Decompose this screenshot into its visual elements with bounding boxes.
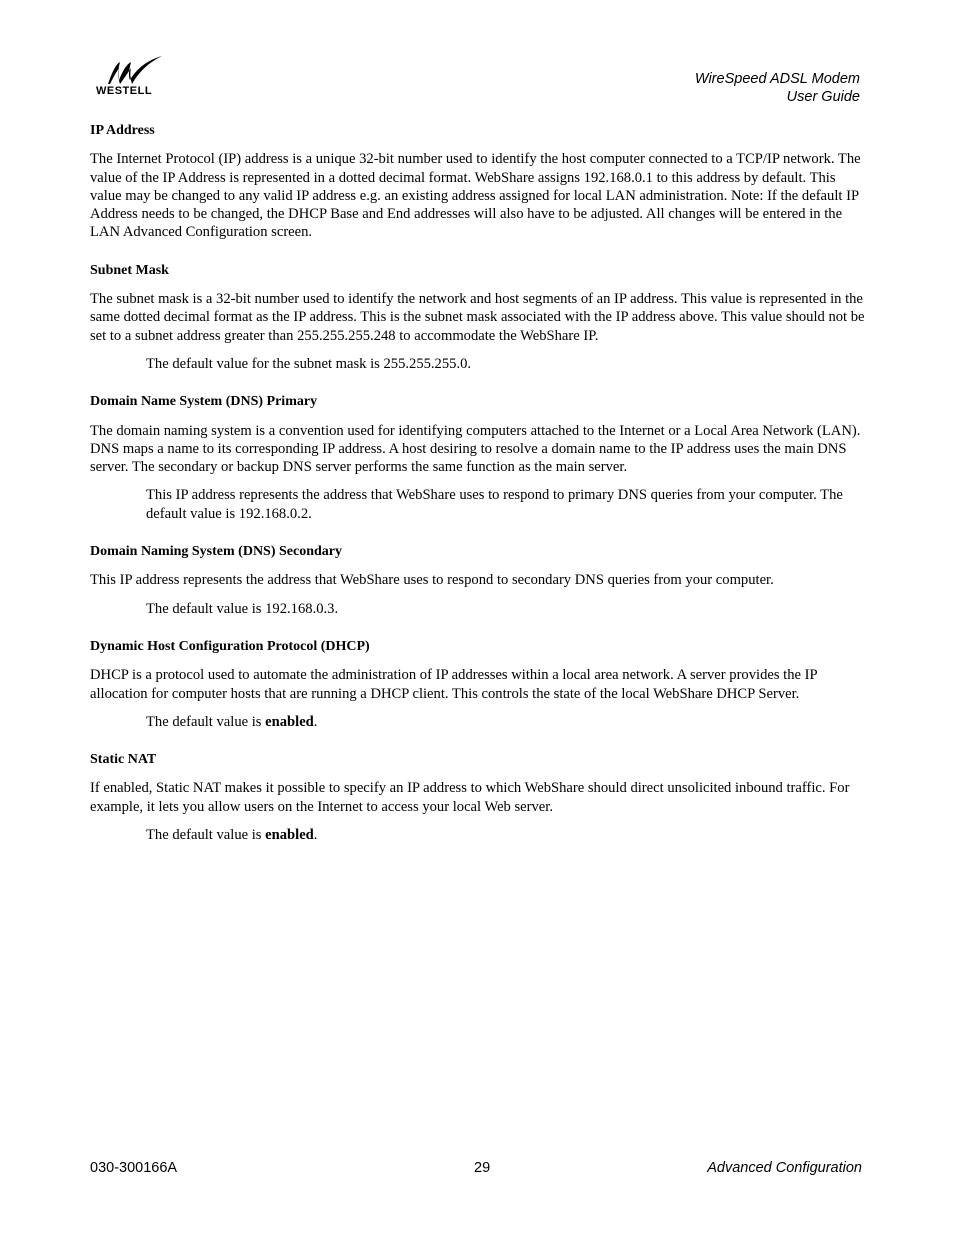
document-number: 030-300166A — [90, 1160, 178, 1176]
default-value-note: This IP address represents the address that WebShare uses to respond to primary DNS queries from your computer. The default value is 192.168.0.2. — [146, 487, 843, 522]
section-dns-secondary — [90, 543, 866, 618]
section-dhcp — [90, 638, 866, 731]
section-ip-address — [90, 122, 866, 242]
logo-wordmark: WESTELL — [96, 85, 153, 97]
section-paragraph: DHCP is a protocol used to automate the administration of IP addresses within a local area network. A server provides the IP allocation for computer hosts that are running a DHCP client. This controls the state of the local WebShare DHCP Server. — [90, 667, 818, 702]
section-paragraph: The subnet mask is a 32-bit number used to identify the network and host segments of an IP address. This value is represented in the same dotted decimal format as the IP address. This is the subnet mask associated with the IP address above. This value should not be set to a subnet address greater than 255.255.255.248 to accommodate the WebShare IP. — [90, 291, 865, 344]
default-value-note — [146, 713, 866, 731]
page-body — [90, 122, 866, 844]
westell-logo — [96, 54, 168, 98]
section-heading: Domain Naming System (DNS) Secondary — [90, 544, 342, 560]
section-static-nat — [90, 751, 866, 844]
note-suffix: . — [313, 827, 318, 844]
note-prefix: The default value is — [146, 827, 266, 844]
section-heading: IP Address — [90, 123, 155, 138]
section-dns-primary — [90, 393, 866, 523]
default-value-note: The default value is 192.168.0.3. — [146, 600, 339, 617]
section-paragraph: This IP address represents the address that WebShare uses to respond to secondary DNS queries from your computer. — [90, 572, 774, 589]
default-value-note — [146, 826, 866, 844]
document-type: User Guide — [786, 89, 860, 105]
running-footer — [90, 1160, 862, 1180]
product-name: WireSpeed ADSL Modem — [694, 71, 860, 87]
section-heading: Dynamic Host Configuration Protocol (DHCP) — [90, 638, 370, 654]
section-heading: Domain Name System (DNS) Primary — [90, 394, 318, 410]
section-heading: Subnet Mask — [90, 262, 169, 278]
section-paragraph: The domain naming system is a convention used for identifying computers attached to the Internet or a Local Area Network (LAN). DNS maps a name to its corresponding IP address. A host desiring to resolve a domain name to the IP address uses the main DNS server. The secondary or backup DNS server performs the same function as the main server. — [90, 422, 861, 476]
note-prefix: The default value is — [146, 713, 266, 730]
section-paragraph: The Internet Protocol (IP) address is a unique 32-bit number used to identify the host computer connected to a TCP/IP network. The value of the IP Address is represented in a dotted decimal format. WebShare assigns 192.168.0.1 to this address by default. This value may be changed to any valid IP address e.g. an existing address assigned for local LAN administration. Note: If the default IP Address needs to be changed, the DHCP Base and End addresses will also have to be adjusted. All changes will be entered in the LAN Advanced Configuration screen. — [90, 151, 861, 241]
default-value-note: The default value for the subnet mask is 255.255.255.0. — [146, 355, 472, 372]
note-value: enabled — [265, 827, 314, 844]
note-suffix: . — [313, 713, 318, 730]
section-heading: Static NAT — [90, 752, 157, 768]
chapter-title: Advanced Configuration — [707, 1160, 862, 1176]
running-header — [695, 70, 860, 106]
westell-logo-mark-icon — [104, 54, 164, 86]
section-subnet-mask — [90, 262, 866, 373]
note-value: enabled — [265, 713, 314, 730]
section-paragraph: If enabled, Static NAT makes it possible to specify an IP address to which WebShare should direct unsolicited inbound traffic. For example, it lets you allow users on the Internet to access your local Web server. — [90, 780, 850, 815]
page-number: 29 — [474, 1160, 491, 1176]
